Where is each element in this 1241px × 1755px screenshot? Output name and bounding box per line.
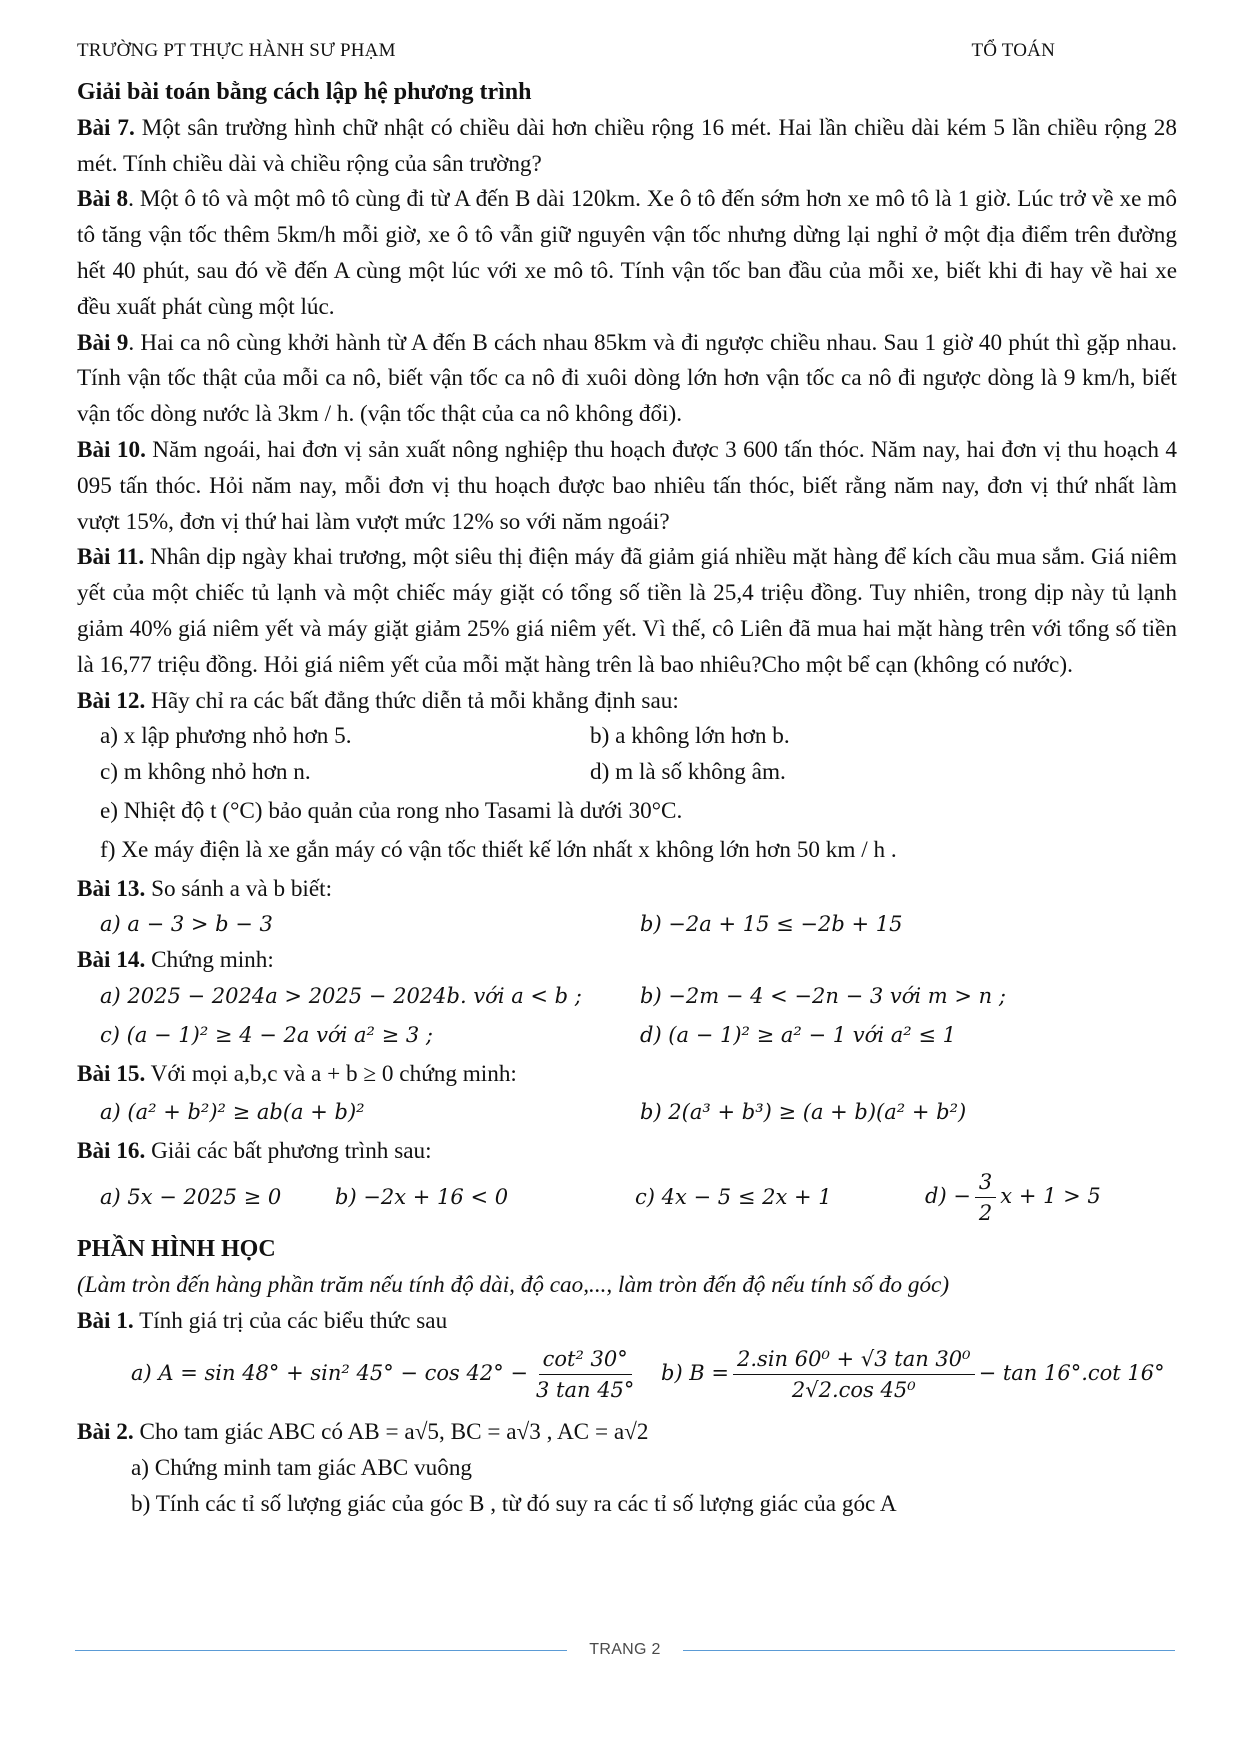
geometry-exercise-1-b bbox=[661, 1344, 1165, 1405]
exercise-text: Chứng minh: bbox=[145, 947, 274, 974]
exercise-15-row bbox=[77, 1095, 1177, 1131]
page-header bbox=[77, 40, 1055, 62]
fraction bbox=[733, 1344, 975, 1405]
exercise-13-row bbox=[77, 907, 1177, 943]
exercise-text: . Một ô tô và một mô tô cùng đi từ A đến B dài 120km. Xe ô tô đến sớm hơn xe mô tô là 1 giờ. Lúc trở về xe mô tô tăng vận tốc thêm 5km/h mỗi giờ, xe ô tô vẫn giữ nguyên vận tốc nhưng dừng lại nghỉ ở một địa điểm trên đường hết 40 phút, sau đó về đến A cùng một lúc với xe mô tô. Tính vận tốc ban đầu của mỗi xe, biết khi đi hay về hai xe đều xuất phát cùng một lúc. bbox=[77, 186, 1177, 320]
geometry-exercise-2-b: b) Tính các tỉ số lượng giác của góc B , từ đó suy ra các tỉ số lượng giác của góc A bbox=[131, 1490, 897, 1517]
exercise-15-a: a) (a² + b²)² ≥ ab(a + b)² bbox=[100, 1100, 365, 1125]
exercise-16-b: b) −2x + 16 < 0 bbox=[335, 1185, 509, 1209]
exercise-16 bbox=[77, 1134, 1177, 1170]
fraction-numerator: 2.sin 60⁰ + √3 tan 30⁰ bbox=[733, 1344, 975, 1375]
exercise-11 bbox=[77, 540, 1177, 683]
exercise-label: Bài 12. bbox=[77, 687, 146, 714]
exercise-12 bbox=[77, 684, 1177, 720]
exercise-14-a: a) 2025 − 2024a > 2025 − 2024b. với a < b ; bbox=[100, 983, 582, 1008]
exercise-text: Cho tam giác ABC có AB = a√5, BC = a√3 , AC = a√2 bbox=[133, 1419, 649, 1446]
exercise-15 bbox=[77, 1057, 1177, 1093]
exercise-14-row-2 bbox=[77, 1018, 1177, 1054]
fraction-numerator: 3 bbox=[975, 1167, 996, 1198]
exercise-label: Bài 1. bbox=[77, 1307, 134, 1334]
exercise-text: Một sân trường hình chữ nhật có chiều dài hơn chiều rộng 16 mét. Hai lần chiều dài kém 5 lần chiều rộng 28 mét. Tính chiều dài và chiều rộng của sân trường? bbox=[77, 114, 1177, 177]
fraction-denominator: 2 bbox=[978, 1201, 993, 1226]
exercise-label: Bài 13. bbox=[77, 875, 146, 902]
fraction bbox=[532, 1344, 638, 1405]
exercise-16-d-suffix: x + 1 > 5 bbox=[1000, 1184, 1101, 1209]
geometry-exercise-1-a bbox=[131, 1344, 661, 1405]
section-title-algebra: Giải bài toán bằng cách lập hệ phương trình bbox=[77, 79, 532, 105]
exercise-12-c: c) m không nhỏ hơn n. bbox=[100, 759, 311, 786]
footer-divider-left bbox=[75, 1650, 567, 1651]
exercise-8 bbox=[77, 182, 1177, 325]
exercise-13 bbox=[77, 872, 1177, 908]
fraction-numerator: cot² 30° bbox=[539, 1344, 632, 1375]
geometry-exercise-1-row bbox=[77, 1339, 1177, 1409]
exercise-15-b: b) 2(a³ + b³) ≥ (a + b)(a² + b²) bbox=[640, 1100, 967, 1125]
exercise-label: Bài 7. bbox=[77, 114, 135, 141]
section-note: (Làm tròn đến hàng phần trăm nếu tính độ dài, độ cao,..., làm tròn đến độ nếu tính số đo góc) bbox=[77, 1271, 950, 1298]
exercise-16-row bbox=[77, 1170, 1177, 1226]
exercise-label: Bài 15. bbox=[77, 1060, 146, 1087]
exercise-text: So sánh a và b biết: bbox=[145, 875, 333, 902]
page-footer bbox=[75, 1640, 1175, 1660]
exercise-14-c: c) (a − 1)² ≥ 4 − 2a với a² ≥ 3 ; bbox=[100, 1022, 433, 1047]
exercise-label: Bài 2. bbox=[77, 1419, 134, 1446]
exercise-12-b: b) a không lớn hơn b. bbox=[590, 723, 790, 750]
exercise-14-b: b) −2m − 4 < −2n − 3 với m > n ; bbox=[640, 983, 1006, 1008]
exercise-14-row-1 bbox=[77, 979, 1177, 1015]
exercise-12-a: a) x lập phương nhỏ hơn 5. bbox=[100, 723, 352, 750]
geometry-exercise-2 bbox=[77, 1415, 1177, 1451]
exercise-12-row-2 bbox=[77, 755, 1177, 791]
fraction-denominator: 3 tan 45° bbox=[536, 1377, 635, 1402]
exercise-16-a: a) 5x − 2025 ≥ 0 bbox=[100, 1185, 282, 1209]
exercise-10 bbox=[77, 433, 1177, 540]
exercise-text: . Hai ca nô cùng khởi hành từ A đến B cách nhau 85km và đi ngược chiều nhau. Sau 1 giờ 40 phút thì gặp nhau. Tính vận tốc thật của mỗi ca nô, biết vận tốc ca nô đi xuôi dòng lớn hơn vận tốc ca nô đi ngược dòng là 9 km/h, biết vận tốc dòng nước là 3km / h. (vận tốc thật của ca nô không đổi). bbox=[77, 329, 1177, 428]
exercise-12-row-1 bbox=[77, 719, 1177, 755]
exercise-13-a: a) a − 3 > b − 3 bbox=[100, 912, 273, 937]
exercise-text: Giải các bất phương trình sau: bbox=[145, 1138, 432, 1165]
geometry-exercise-1 bbox=[77, 1304, 1177, 1340]
exercise-14-d: d) (a − 1)² ≥ a² − 1 với a² ≤ 1 bbox=[640, 1022, 956, 1047]
geometry-exercise-2-a: a) Chứng minh tam giác ABC vuông bbox=[131, 1455, 473, 1482]
exercise-text: Với mọi a,b,c và a + b ≥ 0 chứng minh: bbox=[145, 1060, 517, 1087]
exercise-text: Nhân dịp ngày khai trương, một siêu thị điện máy đã giảm giá nhiều mặt hàng để kích cầu mua sắm. Giá niêm yết của một chiếc tủ lạnh và một chiếc máy giặt có tổng số tiền là 25,4 triệu đồng. Tuy nhiên, trong dịp này tủ lạnh giảm 40% giá niêm yết và máy giặt giảm 25% giá niêm yết. Vì thế, cô Liên đã mua hai mặt hàng trên với tổng số tiền là 16,77 triệu đồng. Hỏi giá niêm yết của mỗi mặt hàng trên là bao nhiêu?Cho một bể cạn (không có nước). bbox=[77, 544, 1177, 678]
expression-a-prefix: a) A = sin 48° + sin² 45° − cos 42° − bbox=[131, 1360, 528, 1385]
exercise-label: Bài 9 bbox=[77, 329, 129, 356]
exercise-label: Bài 14. bbox=[77, 947, 146, 974]
exercise-7 bbox=[77, 111, 1177, 183]
fraction bbox=[975, 1167, 996, 1228]
exercise-text: Tính giá trị của các biểu thức sau bbox=[133, 1307, 448, 1334]
exercise-12-f: f) Xe máy điện là xe gắn máy có vận tốc thiết kế lớn nhất x không lớn hơn 50 km / h . bbox=[100, 836, 897, 863]
exercise-16-d bbox=[925, 1167, 1101, 1228]
exercise-9 bbox=[77, 326, 1177, 433]
exercise-text: Hãy chỉ ra các bất đẳng thức diễn tả mỗi khẳng định sau: bbox=[145, 687, 679, 714]
exercise-16-d-prefix: d) − bbox=[925, 1184, 971, 1209]
exercise-label: Bài 10. bbox=[77, 436, 146, 463]
exercise-label: Bài 16. bbox=[77, 1138, 146, 1165]
department-name: TỔ TOÁN bbox=[971, 40, 1055, 61]
school-name: TRƯỜNG PT THỰC HÀNH SƯ PHẠM bbox=[77, 40, 396, 61]
exercise-12-e: e) Nhiệt độ t (°C) bảo quản của rong nho Tasami là dưới 30°C. bbox=[100, 797, 683, 824]
page-content bbox=[77, 75, 1177, 1523]
footer-divider-right bbox=[683, 1650, 1175, 1651]
exercise-label: Bài 8 bbox=[77, 186, 129, 213]
exercise-12-d: d) m là số không âm. bbox=[590, 759, 786, 786]
fraction-denominator: 2√2.cos 45⁰ bbox=[791, 1377, 916, 1402]
exercise-text: Năm ngoái, hai đơn vị sản xuất nông nghiệp thu hoạch được 3 600 tấn thóc. Năm nay, hai đơn vị thu hoạch 4 095 tấn thóc. Hỏi năm nay, mỗi đơn vị thu hoạch được bao nhiêu tấn thóc, biết rằng năm nay, đơn vị thứ nhất làm vượt 15%, đơn vị thứ hai làm vượt mức 12% so với năm ngoái? bbox=[77, 436, 1177, 535]
page-number: TRANG 2 bbox=[589, 1641, 661, 1658]
exercise-label: Bài 11. bbox=[77, 544, 145, 571]
exercise-14 bbox=[77, 943, 1177, 979]
section-title-geometry: PHẦN HÌNH HỌC bbox=[77, 1235, 276, 1262]
exercise-13-b: b) −2a + 15 ≤ −2b + 15 bbox=[640, 912, 903, 937]
expression-b-suffix: − tan 16°.cot 16° bbox=[978, 1360, 1165, 1385]
expression-b-prefix: b) B = bbox=[661, 1360, 730, 1385]
exercise-16-c: c) 4x − 5 ≤ 2x + 1 bbox=[635, 1185, 832, 1209]
